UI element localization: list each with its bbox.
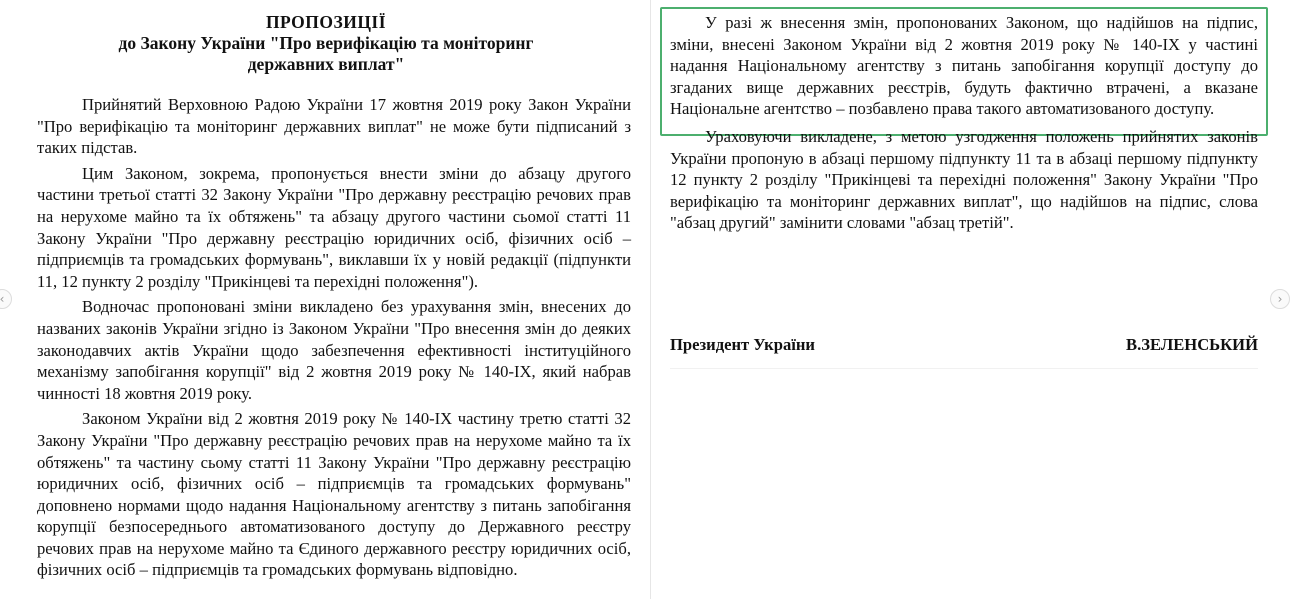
page-divider xyxy=(650,0,651,599)
title-line-2: до Закону України "Про верифікацію та моніторинг xyxy=(118,33,534,53)
chevron-left-icon[interactable]: ‹ xyxy=(0,289,12,309)
title-line-1: ПРОПОЗИЦІЇ xyxy=(265,12,387,32)
highlighted-paragraph: У разі ж внесення змін, пропонованих Законом, що надійшов на підпис, зміни, внесені Законом України від 2 жовтня 2019 року № 140-IX у частині надання Національному агентству з питань запобігання корупції доступу до згаданих вище державних реєстрів, будуть фактично втрачені, а вказане Національне агентство – позбавлено права такого автоматизованого доступу. xyxy=(670,13,1258,119)
paragraph: Цим Законом, зокрема, пропонується внести зміни до абзацу другого частини третьої статті 32 Закону України "Про державну реєстрацію речових прав на нерухоме майно та їх обтяжень" та абзацу другого частини сьомої статті 11 Закону України "Про державну реєстрацію юридичних осіб, фізичних осіб – підприємців та громадських формувань", виклавши їх у новій редакції (підпункти 11, 12 пункту 2 розділу "Прикінцеві та перехідні положення"). xyxy=(37,163,631,291)
signature-title: Президент України xyxy=(670,335,815,354)
paragraph: Прийнятий Верховною Радою України 17 жовтня 2019 року Закон України "Про верифікацію та моніторинг державних виплат" не може бути підписаний з таких підстав. xyxy=(37,95,631,158)
signature-row xyxy=(670,335,1258,355)
paragraph: Ураховуючи викладене, з метою узгодження положень прийнятих законів України пропоную в абзаці першому підпункту 11 та в абзаці першому підпункту 12 пункту 2 розділу "Прикінцеві та перехідні положення" Закону України "Про верифікацію та моніторинг державних виплат", що надійшов на підпис, слова "абзац другий" замінити словами "абзац третій". xyxy=(670,126,1258,233)
right-page xyxy=(657,0,1270,599)
divider xyxy=(670,368,1258,369)
paragraph: Законом України від 2 жовтня 2019 року № 140-IX частину третю статті 32 Закону України "Про державну реєстрацію речових прав на нерухоме майно та їх обтяжень" та частину сьому статті 11 Закону України "Про державну реєстрацію юридичних осіб, фізичних осіб – підприємців та громадських формувань" доповнено нормами щодо надання Національному агентству з питань запобігання корупції безпосереднього автоматизованого доступу до Державного реєстру речових прав на нерухоме майно та Єдиного державного реєстру юридичних осіб, фізичних осіб – підприємців та громадських формувань відповідно. xyxy=(37,409,631,580)
signature-name: В.ЗЕЛЕНСЬКИЙ xyxy=(1126,335,1258,354)
document-title xyxy=(10,12,642,75)
right-page-body xyxy=(670,12,1258,238)
title-line-3: державних виплат" xyxy=(247,54,405,74)
paragraph: Водночас пропоновані зміни викладено без урахування змін, внесених до названих законів України згідно із Законом України "Про внесення змін до деяких законодавчих актів України щодо забезпечення ефективності інституційного механізму запобігання корупції" від 2 жовтня 2019 року № 140-IX, який набрав чинності 18 жовтня 2019 року. xyxy=(37,297,631,403)
left-page xyxy=(10,0,642,599)
chevron-right-icon[interactable]: › xyxy=(1270,289,1290,309)
left-page-body xyxy=(37,94,631,585)
